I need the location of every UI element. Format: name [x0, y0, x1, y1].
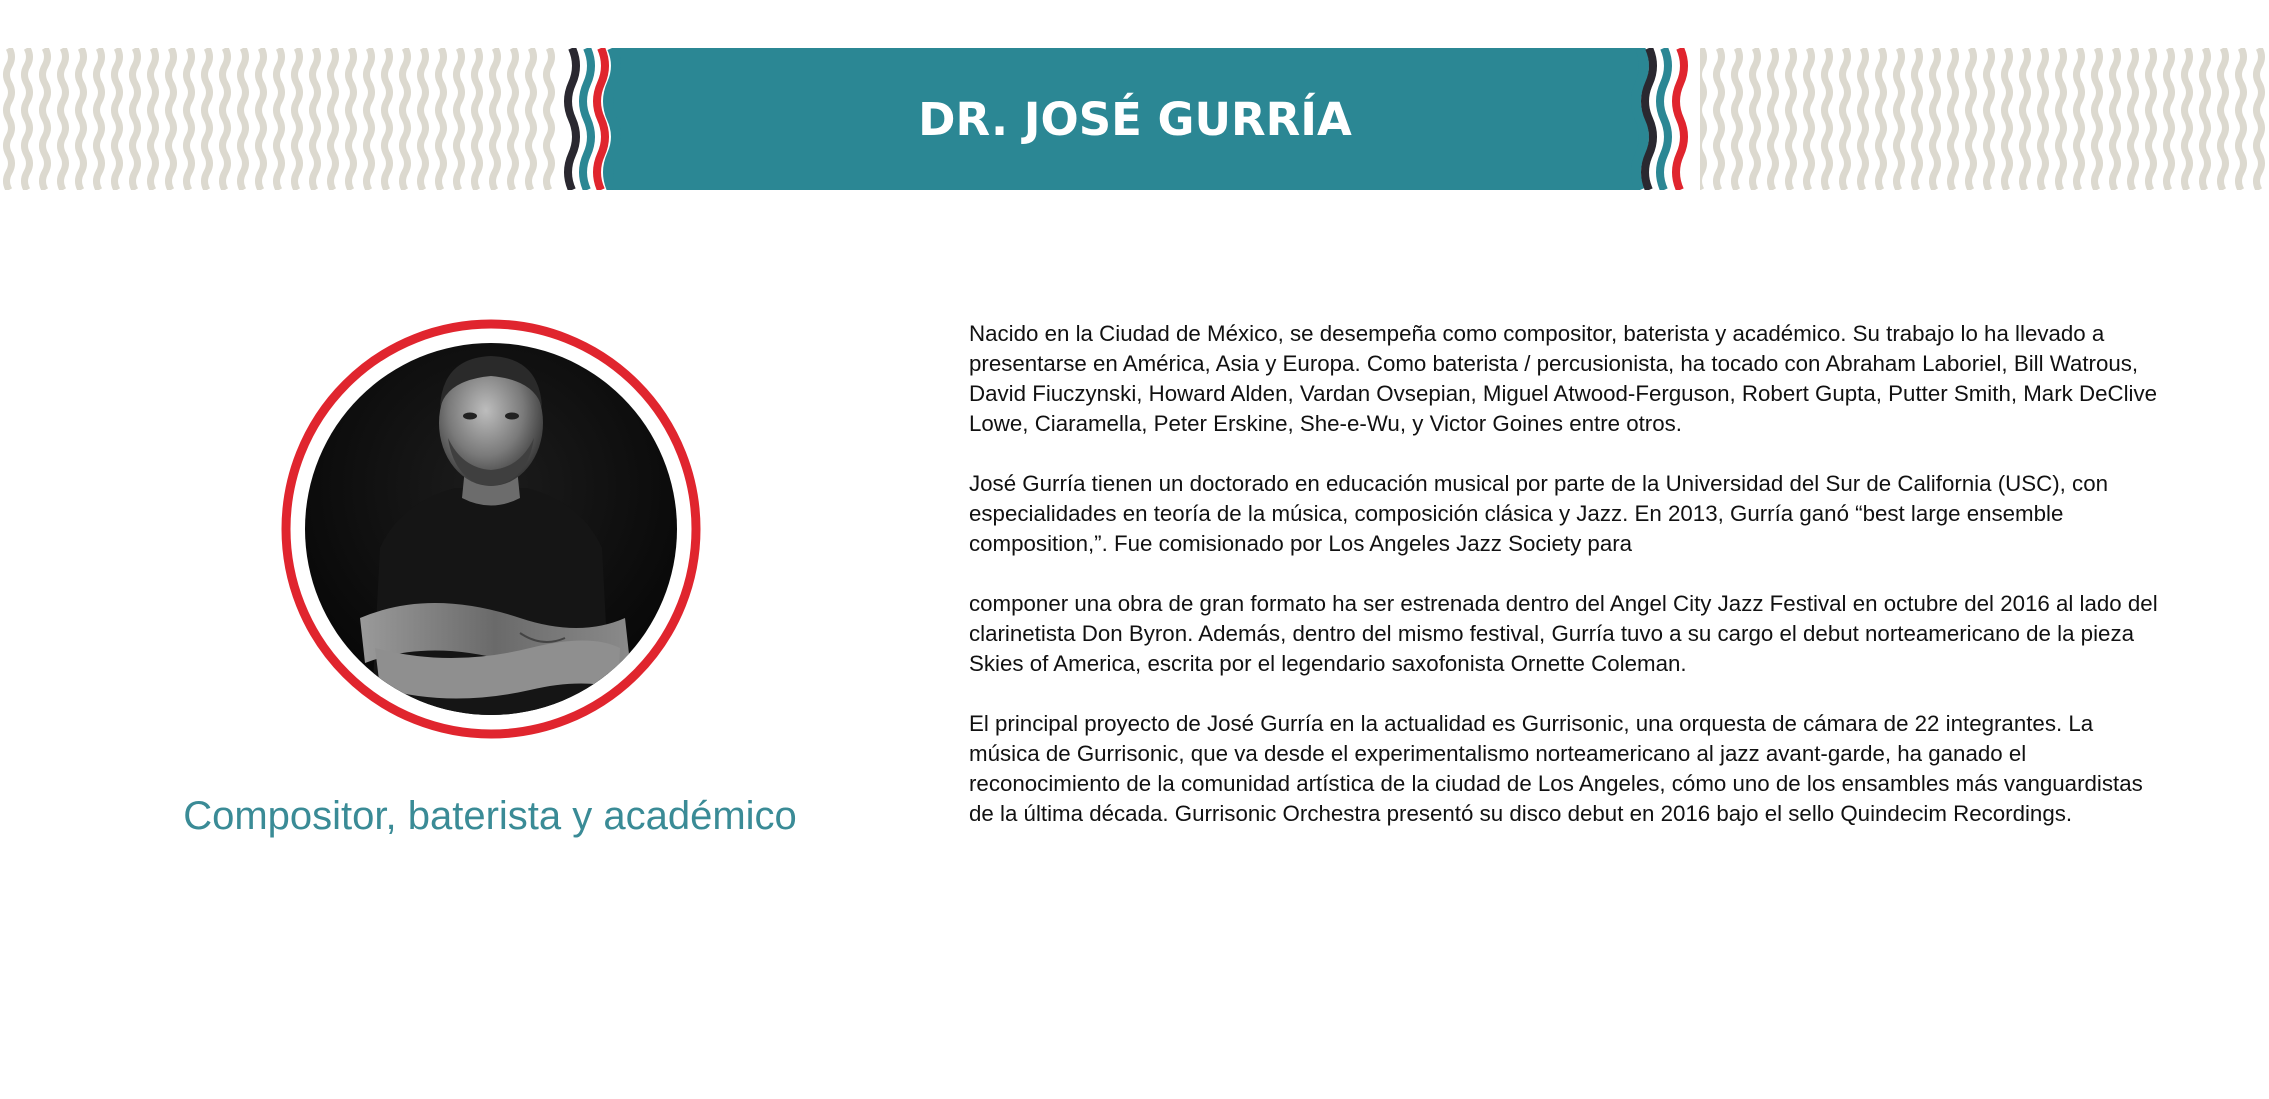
page-title: DR. JOSÉ GURRÍA: [918, 92, 1352, 146]
header-banner: [0, 48, 2269, 190]
left-wave-pattern: [0, 48, 560, 190]
biography-text: [969, 319, 2164, 859]
portrait-photo: [280, 318, 702, 740]
right-wave-pattern: [1700, 48, 2269, 190]
bio-paragraph: componer una obra de gran formato ha ser estrenada dentro del Angel City Jazz Festival en octubre del 2016 al lado del clarinetista Don Byron. Además, dentro del mismo festival, Gurría tuvo a su cargo el debut norteamericano de la pieza Skies of America, escrita por el legendario saxofonista Ornette Coleman.: [969, 591, 2158, 676]
bio-paragraph: El principal proyecto de José Gurría en la actualidad es Gurrisonic, una orquesta de cámara de 22 integrantes. La música de Gurrisonic, que va desde el experimentalismo norteamericano al jazz avant-garde, ha ganado el reconocimiento de la comunidad artística de la ciudad de Los Angeles, cómo uno de los ensambles más vanguardistas de la última década. Gurrisonic Orchestra presentó su disco debut en 2016 bajo el sello Quindecim Recordings.: [969, 711, 2143, 826]
left-stripes: [568, 48, 616, 190]
bio-paragraph: Nacido en la Ciudad de México, se desempeña como compositor, baterista y académico. Su trabajo lo ha llevado a presentarse en América, Asia y Europa. Como baterista / percusionista, ha tocado con Abraham Laboriel, Bill Watrous, David Fiuczynski, Howard Alden, Vardan Ovsepian, Miguel Atwood-Ferguson, Robert Gupta, Putter Smith, Mark DeClive Lowe, Ciaramella, Peter Erskine, She-e-Wu, y Victor Goines entre otros.: [969, 321, 2158, 436]
bio-paragraph: José Gurría tienen un doctorado en educación musical por parte de la Universidad del Sur de California (USC), con especialidades en teoría de la música, composición clásica y Jazz. En 2013, Gurría ganó “best large ensemble composition,”. Fue comisionado por Los Angeles Jazz Society para: [969, 471, 2108, 556]
profile-subtitle: Compositor, baterista y académico: [183, 794, 797, 838]
